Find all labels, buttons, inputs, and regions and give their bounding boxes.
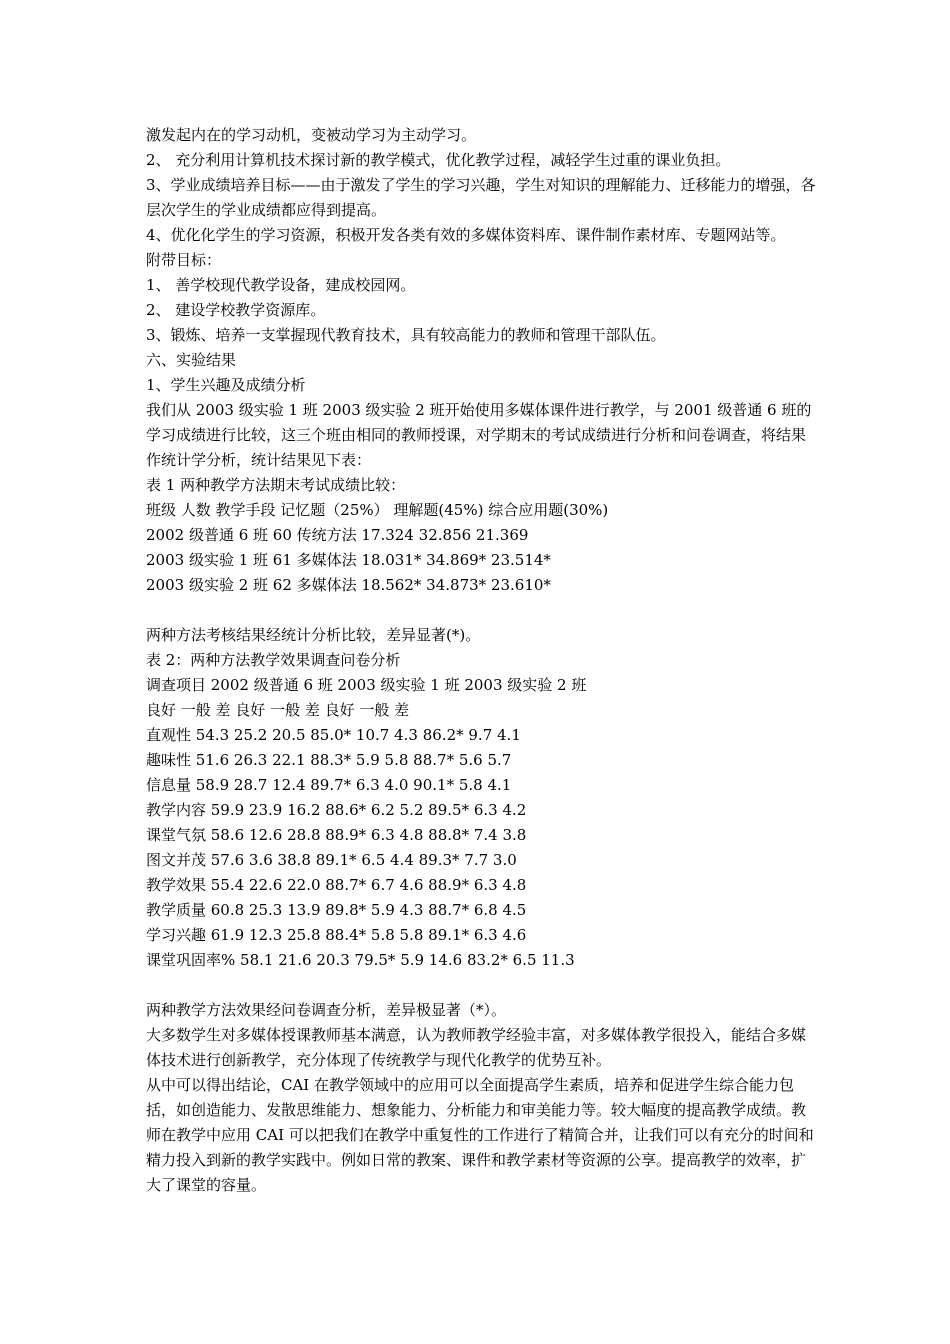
paragraph: 4、优化化学生的学习资源，积极开发各类有效的多媒体资料库、课件制作素材库、专题网站等。 [146,226,786,244]
table2-note: 两种教学方法效果经问卷调查分析，差异极显著（*）。 [146,1001,507,1019]
section-label: 附带目标： [146,251,222,269]
table2-row: 趣味性 51.6 26.3 22.1 88.3* 5.9 5.8 88.7* 5.6 5.7 [146,751,512,769]
table2-row: 教学效果 55.4 22.6 22.0 88.7* 6.7 4.6 88.9* 6.3 4.8 [146,876,527,894]
paragraph: 我们从 2003 级实验 1 班 2003 级实验 2 班开始使用多媒体课件进行教学，与 2001 级普通 6 班的学习成绩进行比较，这三个班由相同的教师授课，对学期末的考试成绩进行分析和问卷调查，将结果作统计学分析，统计结果见下表： [146,401,812,469]
table2-row: 直观性 54.3 25.2 20.5 85.0* 10.7 4.3 86.2* 9.7 4.1 [146,726,521,744]
list-item: 1、 善学校现代教学设备，建成校园网。 [146,276,416,294]
table1-row: 2002 级普通 6 班 60 传统方法 17.324 32.856 21.369 [146,526,529,544]
table2-header: 调查项目 2002 级普通 6 班 2003 级实验 1 班 2003 级实验 2 班 [146,676,587,694]
document-body [146,123,816,1198]
spacer [146,598,816,623]
paragraph: 从中可以得出结论，CAI 在教学领域中的应用可以全面提高学生素质，培养和促进学生综合能力包括，如创造能力、发散思维能力、想象能力、分析能力和审美能力等。较大幅度的提高教学成绩。教师在教学中应用 CAI 可以把我们在教学中重复性的工作进行了精简合并，让我们可以有充分的时间和精力投入到新的教学实践中。例如日常的教案、课件和教学素材等资源的公享。提高教学的效率，扩大了课堂的容量。 [146,1076,814,1194]
table2-row: 学习兴趣 61.9 12.3 25.8 88.4* 5.8 5.8 89.1* 6.3 4.6 [146,926,527,944]
table2-title: 表 2：两种方法教学效果调查问卷分析 [146,651,401,669]
paragraph: 激发起内在的学习动机，变被动学习为主动学习。 [146,126,477,144]
table1-note: 两种方法考核结果经统计分析比较，差异显著(*)。 [146,626,481,644]
paragraph: 2、 充分利用计算机技术探讨新的教学模式，优化教学过程，减轻学生过重的课业负担。 [146,151,731,169]
table2-row: 教学内容 59.9 23.9 16.2 88.6* 6.2 5.2 89.5* 6.3 4.2 [146,801,527,819]
table2-row: 教学质量 60.8 25.3 13.9 89.8* 5.9 4.3 88.7* 6.8 4.5 [146,901,527,919]
table1-header: 班级 人数 教学手段 记忆题（25%） 理解题(45%) 综合应用题(30%) [146,501,609,519]
table2-row: 课堂气氛 58.6 12.6 28.8 88.9* 6.3 4.8 88.8* 7.4 3.8 [146,826,527,844]
section-heading: 六、实验结果 [146,351,237,369]
table1-title: 表 1 两种教学方法期末考试成绩比较： [146,476,406,494]
spacer [146,973,816,998]
table1-row: 2003 级实验 1 班 61 多媒体法 18.031* 34.869* 23.514* [146,551,551,569]
list-item: 3、锻炼、培养一支掌握现代教育技术，具有较高能力的教师和管理干部队伍。 [146,326,666,344]
table2-row: 图文并茂 57.6 3.6 38.8 89.1* 6.5 4.4 89.3* 7.7 3.0 [146,851,517,869]
table2-row: 信息量 58.9 28.7 12.4 89.7* 6.3 4.0 90.1* 5.8 4.1 [146,776,512,794]
table1-row: 2003 级实验 2 班 62 多媒体法 18.562* 34.873* 23.610* [146,576,551,594]
subsection-heading: 1、学生兴趣及成绩分析 [146,376,306,394]
paragraph: 3、学业成绩培养目标——由于激发了学生的学习兴趣，学生对知识的理解能力、迁移能力的增强，各层次学生的学业成绩都应得到提高。 [146,176,816,219]
table2-row: 课堂巩固率% 58.1 21.6 20.3 79.5* 5.9 14.6 83.2* 6.5 11.3 [146,951,575,969]
paragraph: 大多数学生对多媒体授课教师基本满意，认为教师教学经验丰富，对多媒体教学很投入，能结合多媒体技术进行创新教学，充分体现了传统教学与现代化教学的优势互补。 [146,1026,807,1069]
table2-subheader: 良好 一般 差 良好 一般 差 良好 一般 差 [146,701,410,719]
list-item: 2、 建设学校教学资源库。 [146,301,326,319]
